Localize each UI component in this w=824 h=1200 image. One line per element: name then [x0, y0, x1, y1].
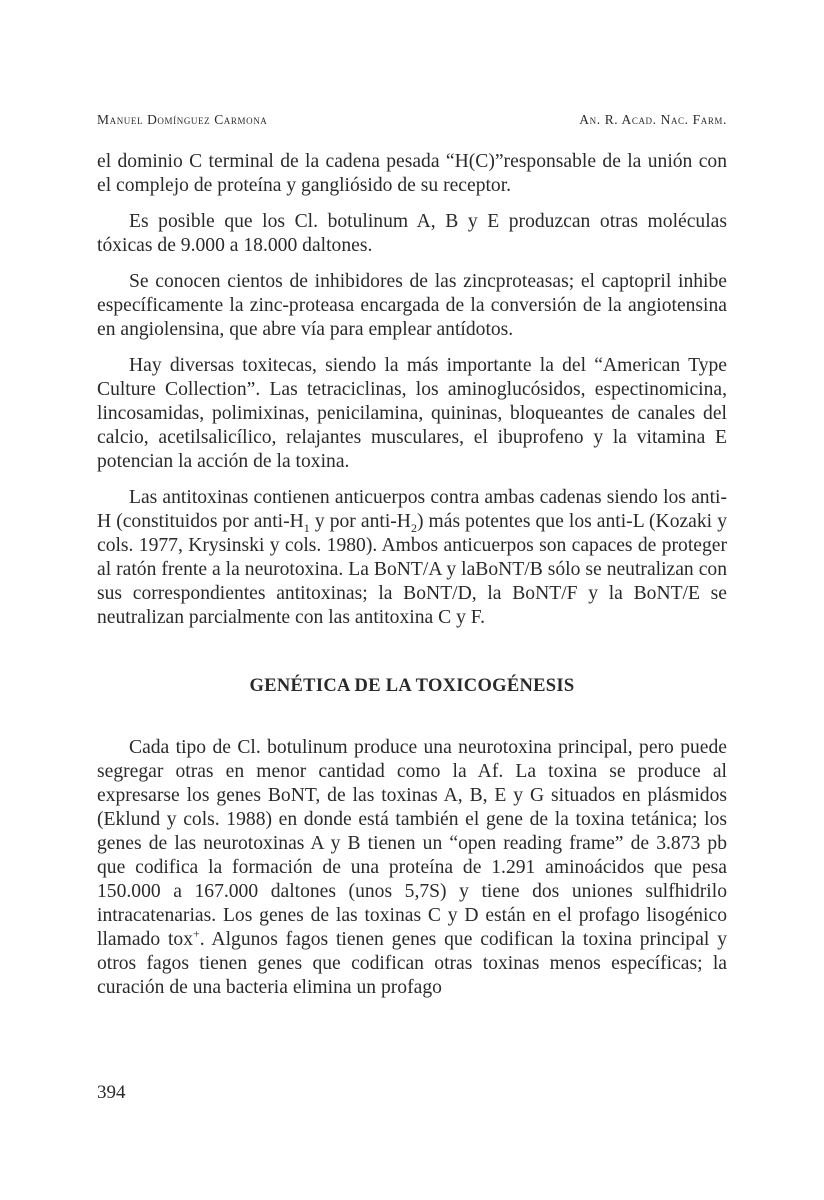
paragraph-6-part-a: Cada tipo de Cl. botulinum produce una neurotoxina principal, pero puede segregar otras en menor cantidad como la Af. La toxina se produce al expresarse los genes BoNT, de las toxinas A, B, E y G situados en plásmidos (Eklund y cols. 1988) en donde está también el gene de la toxina tetánica; los genes de las neurotoxinas A y B tienen un “open reading frame” de 3.873 pb que codifica la formación de una proteína de 1.291 aminoácidos que pesa 150.000 a 167.000 daltones (unos 5,7S) y tiene dos uniones sulfhidrilo intracatenarias. Los genes de las toxinas C y D están en el profago lisogénico llamado tox — [97, 737, 727, 950]
paragraph-1: el dominio C terminal de la cadena pesada “H(C)”responsable de la unión con el complejo de proteína y gangliósido de su receptor. — [97, 151, 727, 196]
paragraph-6 — [97, 736, 727, 1000]
running-header — [97, 112, 727, 128]
paragraph-3: Se conocen cientos de inhibidores de las zincproteasas; el captopril inhibe específicamente la zinc-proteasa encargada de la conversión de la angiotensina en angiolensina, que abre vía para emplear antídotos. — [97, 271, 727, 340]
paragraph-5-part-b: y por anti-H — [309, 511, 411, 532]
paragraph-6-part-b: . Algunos fagos tienen genes que codifican la toxina principal y otros fagos tienen genes que codifican otras toxinas menos específicas; la curación de una bacteria elimina un profago — [97, 929, 727, 998]
subscript-2: 2 — [410, 520, 417, 535]
subscript-1: 1 — [303, 520, 310, 535]
paragraph-5-part-a: Las antitoxinas contienen anticuerpos contra ambas cadenas siendo los anti-H (constituidos por anti-H — [97, 487, 727, 532]
header-journal: An. R. Acad. Nac. Farm. — [579, 112, 727, 127]
page-number: 394 — [97, 1082, 126, 1103]
paragraph-5-part-c: ) más potentes que los anti-L (Kozaki y cols. 1977, Krysinski y cols. 1980). Ambos anticuerpos son capaces de proteger al ratón frente a la neurotoxina. La BoNT/A y laBoNT/B sólo se neutralizan con sus correspondientes antitoxinas; la BoNT/D, la BoNT/F y la BoNT/E se neutralizan parcialmente con las antitoxina C y F. — [97, 511, 727, 628]
paragraph-5 — [97, 486, 727, 630]
paragraph-2: Es posible que los Cl. botulinum A, B y E produzcan otras moléculas tóxicas de 9.000 a 18.000 daltones. — [97, 211, 727, 256]
header-author: Manuel Domínguez Carmona — [97, 112, 268, 127]
section-heading: GENÉTICA DE LA TOXICOGÉNESIS — [249, 676, 575, 696]
body-text — [97, 150, 727, 1012]
paragraph-4: Hay diversas toxitecas, siendo la más importante la del “American Type Culture Collection”. Las tetraciclinas, los aminoglucósidos, espectinomicina, lincosamidas, polimixinas, penicilamina, quininas, bloqueantes de canales del calcio, acetilsalicílico, relajantes musculares, el ibuprofeno y la vitamina E potencian la acción de la toxina. — [97, 355, 727, 472]
superscript-plus: + — [193, 926, 200, 941]
